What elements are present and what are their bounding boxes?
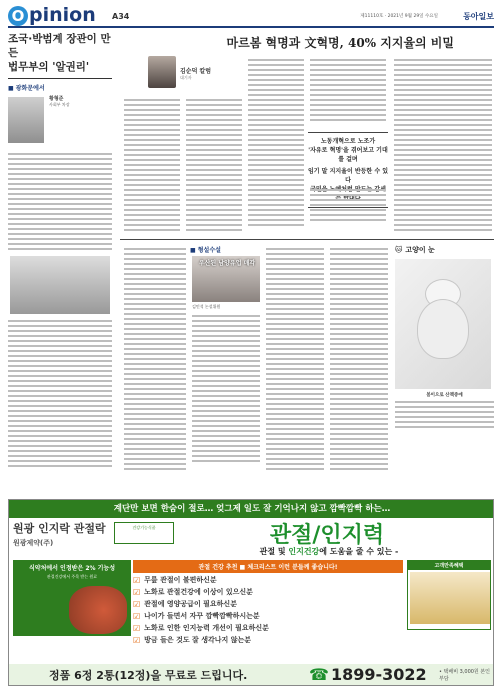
left-headline-2: 법무부의 '알권리' (8, 61, 90, 73)
lower-col-2 (192, 312, 260, 465)
list-item: ☑ 무릎 관절이 불편하신분 (133, 575, 217, 585)
check-icon: ☑ (133, 587, 141, 597)
pull-quote-line-1: 노동개혁으로 노조가 (320, 138, 376, 145)
ad-checklist (133, 560, 403, 660)
ad-banner: 계단만 보면 한숨이 절로… 엊그제 일도 잘 기억나지 않고 깜빡깜빡 하는… (9, 500, 494, 518)
pull-quote-line-2: '자유로 혁명'을 겪어보고 기대를 걸며 (308, 147, 388, 163)
cat-body (417, 299, 469, 359)
ad-product-image (410, 572, 490, 624)
ad-gov-label: 건강기능식품 (114, 522, 174, 544)
ad-green-line-2: 관절건강에서 주목 받는 원료 (46, 574, 98, 579)
author-photo (8, 97, 44, 143)
section-divider (120, 239, 494, 240)
ad-knee-image (69, 586, 127, 634)
cat-section (395, 245, 494, 431)
left-body-text (8, 146, 112, 250)
list-item: ☑ 방금 들은 것도 잘 생각나지 않는분 (133, 635, 252, 645)
main-col-5 (394, 56, 492, 234)
ad-checklist-head: 관절 건강 추천 ■ 체크리스트 이런 분들께 좋습니다! (133, 560, 403, 573)
lower-col-3 (266, 245, 324, 473)
ad-brand: 원광 인지락 관절락 (13, 522, 106, 535)
ad-big-title: 관절/인지력 (269, 523, 385, 548)
hyung-caption: 김민석 논설위원 (192, 304, 221, 309)
left-inset-photo (10, 256, 110, 314)
columnist-role: 대기자 (180, 75, 192, 80)
cat-icon: 🐱 (395, 246, 403, 254)
author-name: 황형준 (49, 96, 64, 102)
list-item: ☑ 노화로 인한 인지능력 개선이 필요하신분 (133, 623, 269, 633)
left-column (8, 32, 112, 494)
ad-offer: 정품 6정 2통(12정)을 무료로 드립니다. (49, 669, 248, 682)
section-initial: O (8, 6, 28, 26)
issue-date: 제11110호 · 2021년 9월 29일 수요일 (360, 14, 438, 19)
cat-header (395, 245, 494, 255)
columnist-photo (148, 56, 176, 88)
advertisement[interactable] (8, 499, 494, 686)
ad-subtitle: 관절 및 인지건강에 도움을 줄 수 있는 - (259, 547, 399, 556)
phone-icon: ☎ (309, 665, 329, 684)
ad-green-line-1: 식약처에서 인정받은 2% 기능성 (28, 565, 115, 572)
main-col-2 (186, 96, 242, 234)
columnist-name: 김순덕 칼럼 (180, 68, 212, 75)
left-body-text-2 (8, 320, 112, 467)
lower-col-1 (124, 245, 186, 473)
list-item: ☑ 관절에 영양공급이 필요하신분 (133, 599, 237, 609)
check-icon: ☑ (133, 575, 141, 585)
cat-title: 고양이 눈 (405, 246, 435, 254)
main-headline: 마르봄 혁명과 文혁명, 40% 지지율의 비밀 (226, 36, 454, 50)
pull-quote-line-3: 임기 말 지지율이 반등한 수 있다 (308, 168, 388, 184)
main-col-4b (310, 186, 386, 224)
list-item: ☑ 노화로 관절건강에 이상이 있으신분 (133, 587, 253, 597)
hyung-tag: ■ 형설수설 (190, 247, 221, 254)
left-rule (8, 78, 112, 79)
author-title: 사회부 차장 (49, 102, 70, 107)
main-col-3 (248, 56, 304, 229)
check-icon: ☑ (133, 599, 141, 609)
lower-col-4 (330, 245, 388, 473)
check-icon: ☑ (133, 635, 141, 645)
main-col-4 (310, 56, 386, 124)
cat-text (395, 401, 494, 428)
page-number: A34 (112, 12, 130, 21)
section-title: O pinion (8, 4, 96, 26)
cat-caption: 봄이으로 산책중에 (426, 393, 463, 398)
columnist-box (124, 56, 244, 90)
left-headline-1: 조국·박범계 장관이 만든 (8, 33, 111, 59)
ad-bottom-bar (9, 664, 494, 686)
main-col-1 (124, 96, 180, 234)
hyung-title: 우산된 남양유업 매각 (198, 260, 256, 267)
check-icon: ☑ (133, 623, 141, 633)
ad-side-box (407, 560, 491, 630)
list-item: ☑ 나이가 들면서 자꾸 깜빡깜빡하시는분 (133, 611, 260, 621)
paper-name: 동아일보 (463, 12, 494, 21)
masthead (8, 4, 494, 28)
ad-side-title: 고객만족혜택 (408, 561, 490, 570)
left-section-tag: ■ 광화문에서 (8, 85, 45, 92)
check-icon: ☑ (133, 611, 141, 621)
ad-phone[interactable]: ☎ 1899-3022 (309, 665, 427, 684)
ad-shipping: • 택배비 3,000원 본인부담 (439, 669, 491, 682)
cat-photo (395, 259, 491, 389)
ad-maker: 원광제약(주) (13, 539, 54, 547)
